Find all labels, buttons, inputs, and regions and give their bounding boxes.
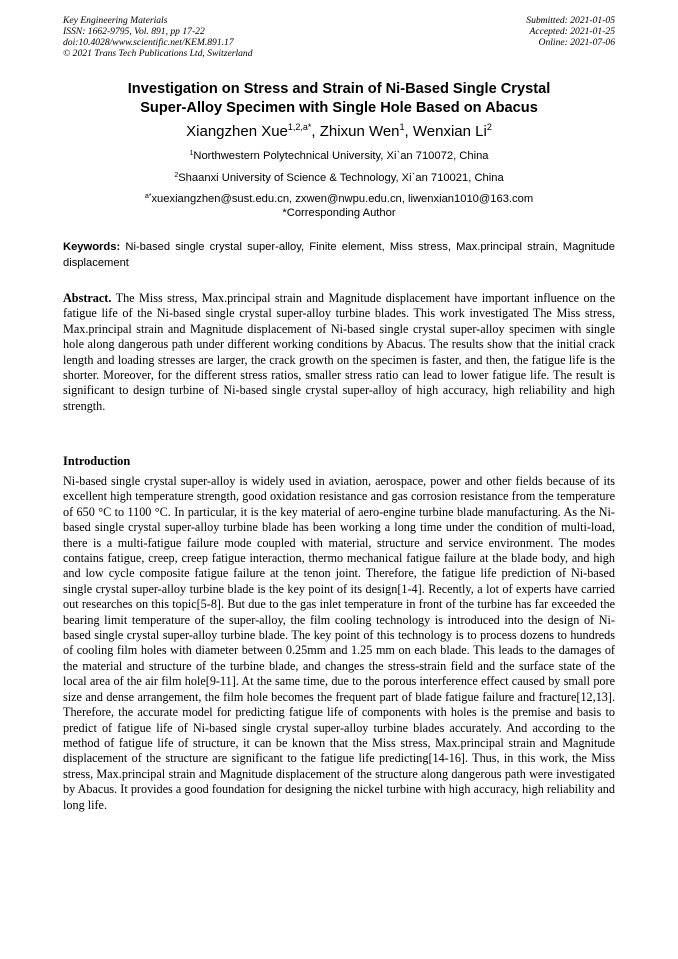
author-list — [63, 122, 615, 142]
affiliation-text: Northwestern Polytechnical University, Xi`an 710072, China — [193, 150, 489, 162]
abstract-block — [63, 291, 615, 414]
author-superscript: 2 — [486, 122, 492, 132]
doi-line[interactable]: doi:10.4028/www.scientific.net/KEM.891.17 — [63, 37, 234, 48]
author-name: Wenxian Li — [412, 123, 487, 140]
affiliation-superscript: 1 — [189, 150, 194, 157]
affiliation-text: Shaanxi University of Science & Technology, Xi`an 710021, China — [178, 172, 504, 184]
journal-name: Key Engineering Materials — [63, 15, 168, 26]
affiliation-2 — [63, 171, 615, 185]
abstract-label: Abstract. — [63, 291, 112, 305]
keywords-block — [63, 240, 615, 271]
paper-title — [63, 80, 615, 118]
author-separator: , — [404, 123, 413, 140]
title-line-2: Super-Alloy Specimen with Single Hole Based on Abacus — [140, 100, 538, 116]
author-superscript: 1 — [399, 122, 405, 132]
copyright-line: © 2021 Trans Tech Publications Ltd, Switzerland — [63, 48, 253, 59]
submitted-date: Submitted: 2021-01-05 — [526, 15, 615, 26]
contact-emails — [63, 192, 615, 220]
keywords-label: Keywords: — [63, 241, 121, 253]
online-date: Online: 2021-07-06 — [538, 37, 615, 48]
author-name: Zhixun Wen — [319, 123, 400, 140]
author-separator: , — [311, 123, 320, 140]
title-line-1: Investigation on Stress and Strain of Ni-Based Single Crystal — [127, 81, 551, 97]
introduction-paragraph: Ni-based single crystal super-alloy is widely used in aviation, aerospace, power and other fields because of its excellent high temperature strength, good oxidation resistance and gas corrosion resistance from the temperature of 650 °C to 1100 °C. In particular, it is the key material of aero-engine turbine blade manufacturing. As the Ni-based single crystal super-alloy turbine blade has been working a long time under the condition of multi-load, there is a multi-fatigue failure mode coupled with material, structure and service environment. The modes contains fatigue, creep, creep fatigue interaction, thermo mechanical fatigue failure at the blade body, and high and low cycle composite fatigue failure at the tenon joint. Therefore, the fatigue life prediction of Ni-based single crystal super-alloy turbine blade is the key point of its design[1-4]. Recently, a lot of experts have carried out researches on this topic[5-8]. But due to the gas inlet temperature in front of the turbine has far exceeded the bearing limit temperature of the super-alloy, the film cooling technology is introduced into the design of Ni-based single crystal super-alloy turbine blade. The key point of this technology is to process dozens to hundreds of cooling film holes with diameter between 0.25mm and 1.25 mm on each blade. This leads to the damages of the material and structure of the turbine blade, and changes the stress-strain field and the surface state of the local area of the air film hole[9-11]. At the same time, due to the porous interference effect caused by small pore size and dense arrangement, the film hole becomes the frequent part of blade fatigue failure and fracture[12,13]. Therefore, the accurate model for predicting fatigue life of components with holes is the premise and basis to predict of fatigue life of Ni-based single crystal super-alloy turbine blades accurately. And according to the method of fatigue life of structure, it can be known that the Miss stress, Max.principal strain and Magnitude displacement of the structure are significant to the fatigue life predicting[14-16]. Thus, in this work, the Miss stress, Max.principal strain and Magnitude displacement of the structure along dangerous path were investigated by Abacus. It provides a good foundation for designing the nickel turbine with high accuracy, high reliability and long life. — [63, 474, 615, 812]
corresponding-author-note: *Corresponding Author — [282, 207, 396, 219]
abstract-text: The Miss stress, Max.principal strain and Magnitude displacement have important influence on the fatigue life of the Ni-based single crystal super-alloy turbine blades. This work investigated The Miss stress, Max.principal strain and Magnitude displacement of Ni-based single crystal super-alloy specimen with single hole along dangerous path under different working conditions by Abacus. The results show that the initial crack length and loading stresses are larger, the crack growth on the specimen is faster, and then, the fatigue life is the shorter. Moreover, for the different stress ratios, smaller stress ratio can lead to lower fatigue life. The result is significant to design turbine of Ni-based single crystal super-alloy of high accuracy, high reliability and high strength. — [63, 291, 616, 413]
publication-dates — [526, 15, 615, 48]
author-name: Xiangzhen Xue — [186, 123, 288, 140]
affiliation-superscript: 2 — [174, 172, 179, 179]
journal-info — [63, 15, 253, 59]
issn-line: ISSN: 1662-9795, Vol. 891, pp 17-22 — [63, 26, 205, 37]
keywords-text: Ni-based single crystal super-alloy, Finite element, Miss stress, Max.principal strain, Magnitude displacement — [63, 241, 615, 269]
section-heading-introduction: Introduction — [63, 454, 131, 468]
email-superscript: a* — [144, 193, 152, 200]
affiliation-1 — [63, 149, 615, 163]
accepted-date: Accepted: 2021-01-25 — [529, 26, 615, 37]
author-superscript: 1,2,a* — [287, 122, 312, 132]
email-list[interactable]: xuexiangzhen@sust.edu.cn, zxwen@nwpu.edu.cn, liwenxian1010@163.com — [151, 193, 534, 205]
